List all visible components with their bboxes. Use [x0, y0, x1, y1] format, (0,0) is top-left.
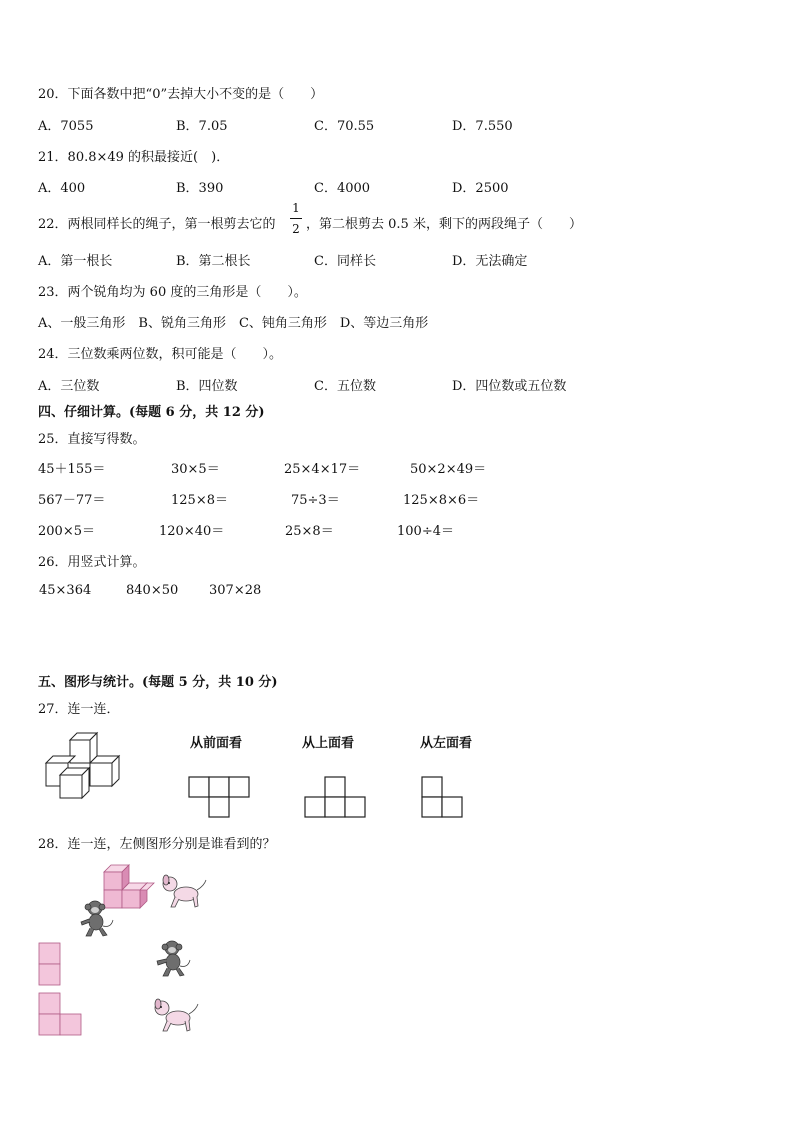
- q21-text: 21．80.8×49 的积最接近( )．: [38, 150, 230, 165]
- q22-text-before: 22．两根同样长的绳子，第一根剪去它的: [38, 217, 276, 232]
- view-label-front: 从前面看: [190, 736, 243, 751]
- q21-option-c: C．4000: [314, 181, 371, 196]
- q24-option-a: A．三位数: [38, 379, 100, 394]
- view-label-top: 从上面看: [302, 736, 355, 751]
- q28-text: 28．连一连，左侧图形分别是谁看到的？: [38, 837, 276, 852]
- q25-item: 30×5＝: [171, 462, 220, 477]
- q25-item: 120×40＝: [159, 524, 225, 539]
- q20-text: 20．下面各数中把“0”去掉大小不变的是（ ）: [38, 87, 324, 102]
- q26-item: 45×364: [39, 583, 92, 598]
- q25-item: 75÷3＝: [291, 493, 340, 508]
- section4-title: 四、仔细计算。(每题 6 分，共 12 分): [38, 405, 265, 420]
- q28-shape-l: [38, 992, 82, 1036]
- q24-text: 24．三位数乘两位数，积可能是（ ）。: [38, 347, 283, 362]
- q27-view-shape-front: [188, 776, 250, 818]
- q22-fraction-denominator: 2: [292, 222, 300, 236]
- q26-item: 840×50: [126, 583, 179, 598]
- view-label-left: 从左面看: [420, 736, 473, 751]
- q22-option-d: D．无法确定: [452, 254, 528, 269]
- q24-option-d: D．四位数或五位数: [452, 379, 567, 394]
- q22-fraction-numerator: 1: [292, 201, 300, 215]
- q26-item: 307×28: [209, 583, 262, 598]
- q22-fraction-bar: [290, 218, 302, 219]
- q27-view-shape-left: [421, 776, 463, 818]
- q25-item: 45＋155＝: [38, 462, 106, 477]
- q25-text: 25．直接写得数。: [38, 432, 146, 447]
- q25-item: 25×4×17＝: [284, 462, 361, 477]
- q22-option-a: A．第一根长: [38, 254, 113, 269]
- q23-text: 23．两个锐角均为 60 度的三角形是（ ）。: [38, 285, 307, 300]
- q27-text: 27．连一连．: [38, 702, 120, 717]
- q21-option-a: A．400: [38, 181, 86, 196]
- dog-icon: [152, 996, 200, 1036]
- q25-item: 125×8＝: [171, 493, 228, 508]
- q25-item: 200×5＝: [38, 524, 95, 539]
- q25-item: 125×8×6＝: [403, 493, 480, 508]
- q27-view-shape-top: [304, 776, 366, 818]
- q24-option-b: B．四位数: [176, 379, 238, 394]
- q21-option-d: D．2500: [452, 181, 509, 196]
- monkey-icon: [152, 938, 192, 978]
- dog-icon: [160, 872, 208, 912]
- q22-option-b: B．第二根长: [176, 254, 251, 269]
- q24-option-c: C．五位数: [314, 379, 376, 394]
- q20-option-b: B．7.05: [176, 119, 228, 134]
- section5-title: 五、图形与统计。(每题 5 分，共 10 分): [38, 675, 278, 690]
- q23-options: A、一般三角形 B、锐角三角形 C、钝角三角形 D、等边三角形: [38, 316, 429, 331]
- q25-item: 50×2×49＝: [410, 462, 487, 477]
- q21-option-b: B．390: [176, 181, 224, 196]
- q22-text-after: ，第二根剪去 0.5 米，剩下的两段绳子（ ）: [306, 217, 582, 232]
- q20-option-d: D．7.550: [452, 119, 513, 134]
- q25-item: 25×8＝: [285, 524, 334, 539]
- q26-text: 26．用竖式计算。: [38, 555, 146, 570]
- q25-item: 567－77＝: [38, 493, 106, 508]
- q22-option-c: C．同样长: [314, 254, 376, 269]
- q28-shape-two-stacked: [38, 942, 62, 986]
- q20-option-c: C．70.55: [314, 119, 375, 134]
- monkey-icon: [77, 898, 117, 938]
- q25-item: 100÷4＝: [397, 524, 454, 539]
- q27-cube-stack-figure: [40, 730, 140, 802]
- q20-option-a: A．7055: [38, 119, 94, 134]
